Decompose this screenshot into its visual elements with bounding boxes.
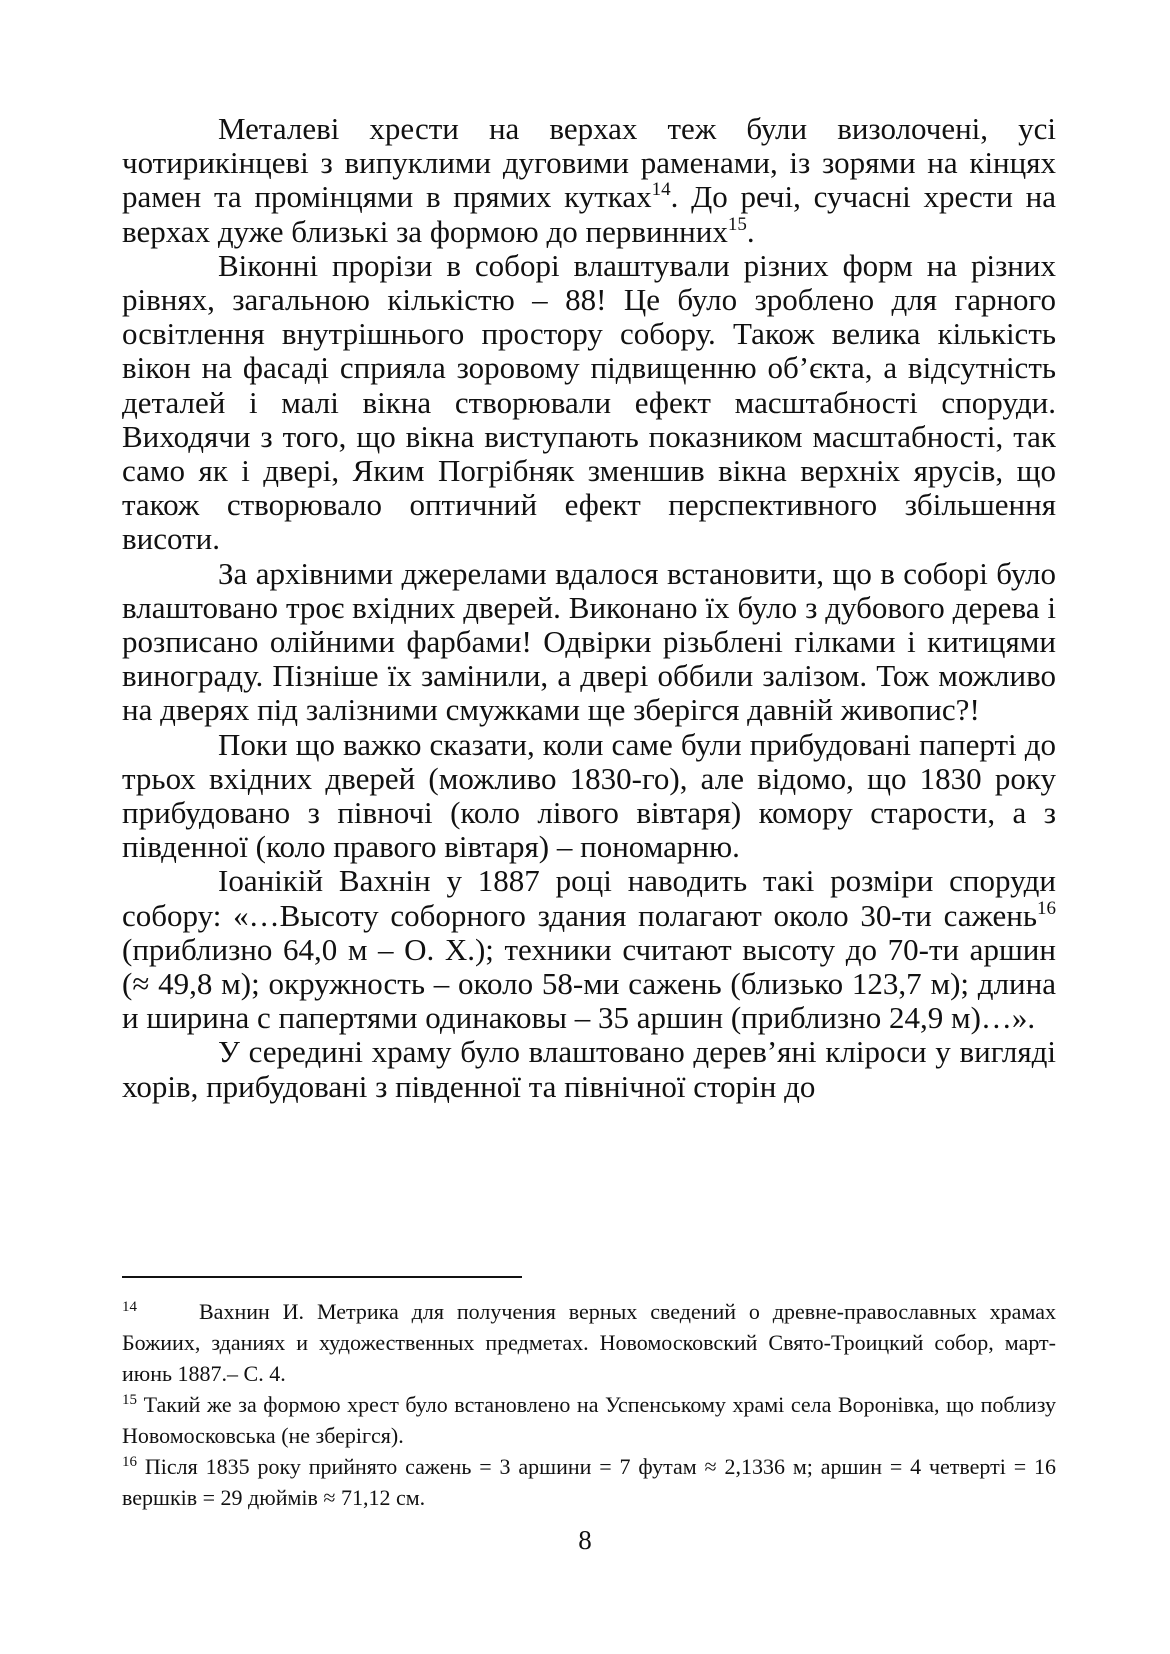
paragraph-text: . До речі, сучасні хрести на верхах дуже близькі за формою до первинних — [122, 179, 1056, 249]
paragraph-dimensions — [122, 864, 1056, 1035]
footnote-ref-14: 14 — [651, 179, 671, 201]
footnote-number: 16 — [122, 1454, 137, 1470]
paragraph-windows: Віконні прорізи в соборі влаштували різних форм на різних рівнях, загальною кількістю – 88! Це було зроблено для гарного освітлення внутрішнього простору собору. Також велика кількість вікон на фасаді сприяла зоровому підвищенню об’єкта, а відсутність деталей і малі вікна створювали ефект масштабності споруди. Виходячи з того, що вікна виступають показником масштабності, так само як і двері, Яким Погрібняк зменшив вікна верхніх ярусів, що також створювало оптичний ефект перспективного збільшення висоти. — [122, 247, 1056, 557]
footnote-15 — [122, 1389, 1056, 1451]
paragraph-crosses — [122, 112, 1056, 249]
footnotes — [122, 1296, 1056, 1513]
main-text — [122, 112, 1056, 1104]
footnote-14 — [122, 1296, 1056, 1389]
paragraph-doors: За архівними джерелами вдалося встановити, що в соборі було влаштовано троє вхідних дверей. Виконано їх було з дубового дерева і розписано олійними фарбами! Одвірки різьблені гілками і китицями винограду. Пізніше їх замінили, а двері оббили залізом. Тож можливо на дверях під залізними смужками ще зберігся давній живопис?! — [122, 555, 1056, 728]
footnote-text: Після 1835 року прийнято сажень = 3 аршини = 7 футам ≈ 2,1336 м; аршин = 4 четверті = 16 вершків = 29 дюймів ≈ 71,12 см. — [122, 1454, 1056, 1510]
paragraph-text: . — [746, 213, 755, 249]
footnote-16 — [122, 1451, 1056, 1513]
footnote-number: 15 — [122, 1392, 137, 1408]
footnote-text: Такий же за формою хрест було встановлено на Успенському храмі села Воронівка, що поблизу Новомосковська (не зберігся). — [122, 1392, 1056, 1448]
paragraph-porches: Поки що важко сказати, коли саме були прибудовані паперті до трьох вхідних дверей (можливо 1830-го), але відомо, що 1830 року прибудовано з півночі (коло лівого вівтаря) комору старости, а з південної (коло правого вівтаря) – пономарню. — [122, 726, 1056, 865]
footnote-ref-15: 15 — [727, 213, 747, 235]
paragraph-text: Металеві хрести на верхах теж були визолочені, усі чотирикінцеві з випуклими дуговими раменами, із зорями на кінцях рамен та промінцями в прямих кутках — [122, 111, 1056, 215]
paragraph-text: Іоанікій Вахнін у 1887 році наводить такі розміри споруди собору: «…Высоту соборного здания полагают около 30-ти сажень — [122, 863, 1056, 933]
paragraph-choirs: У середині храму було влаштовано дерев’яні кліроси у вигляді хорів, прибудовані з південної та північної сторін до — [122, 1034, 1056, 1104]
footnote-separator — [122, 1276, 522, 1278]
footnote-number: 14 — [122, 1299, 137, 1315]
paragraph-text: (приблизно 64,0 м – О. Х.); техники считают высоту до 70-ти аршин (≈ 49,8 м); окружность – около 58-ми сажень (близько 123,7 м); длина и ширина с папертями одинаковы – 35 аршин (приблизно 24,9 м)…». — [122, 931, 1056, 1036]
footnote-text: Вахнин И. Метрика для получения верных сведений о древне-православных храмах Божиих, зданиях и художественных предметах. Новомосковский Свято-Троицкий собор, март-июнь 1887.– С. 4. — [122, 1299, 1056, 1386]
footnote-ref-16: 16 — [1037, 897, 1056, 919]
page-number: 8 — [578, 1525, 592, 1555]
